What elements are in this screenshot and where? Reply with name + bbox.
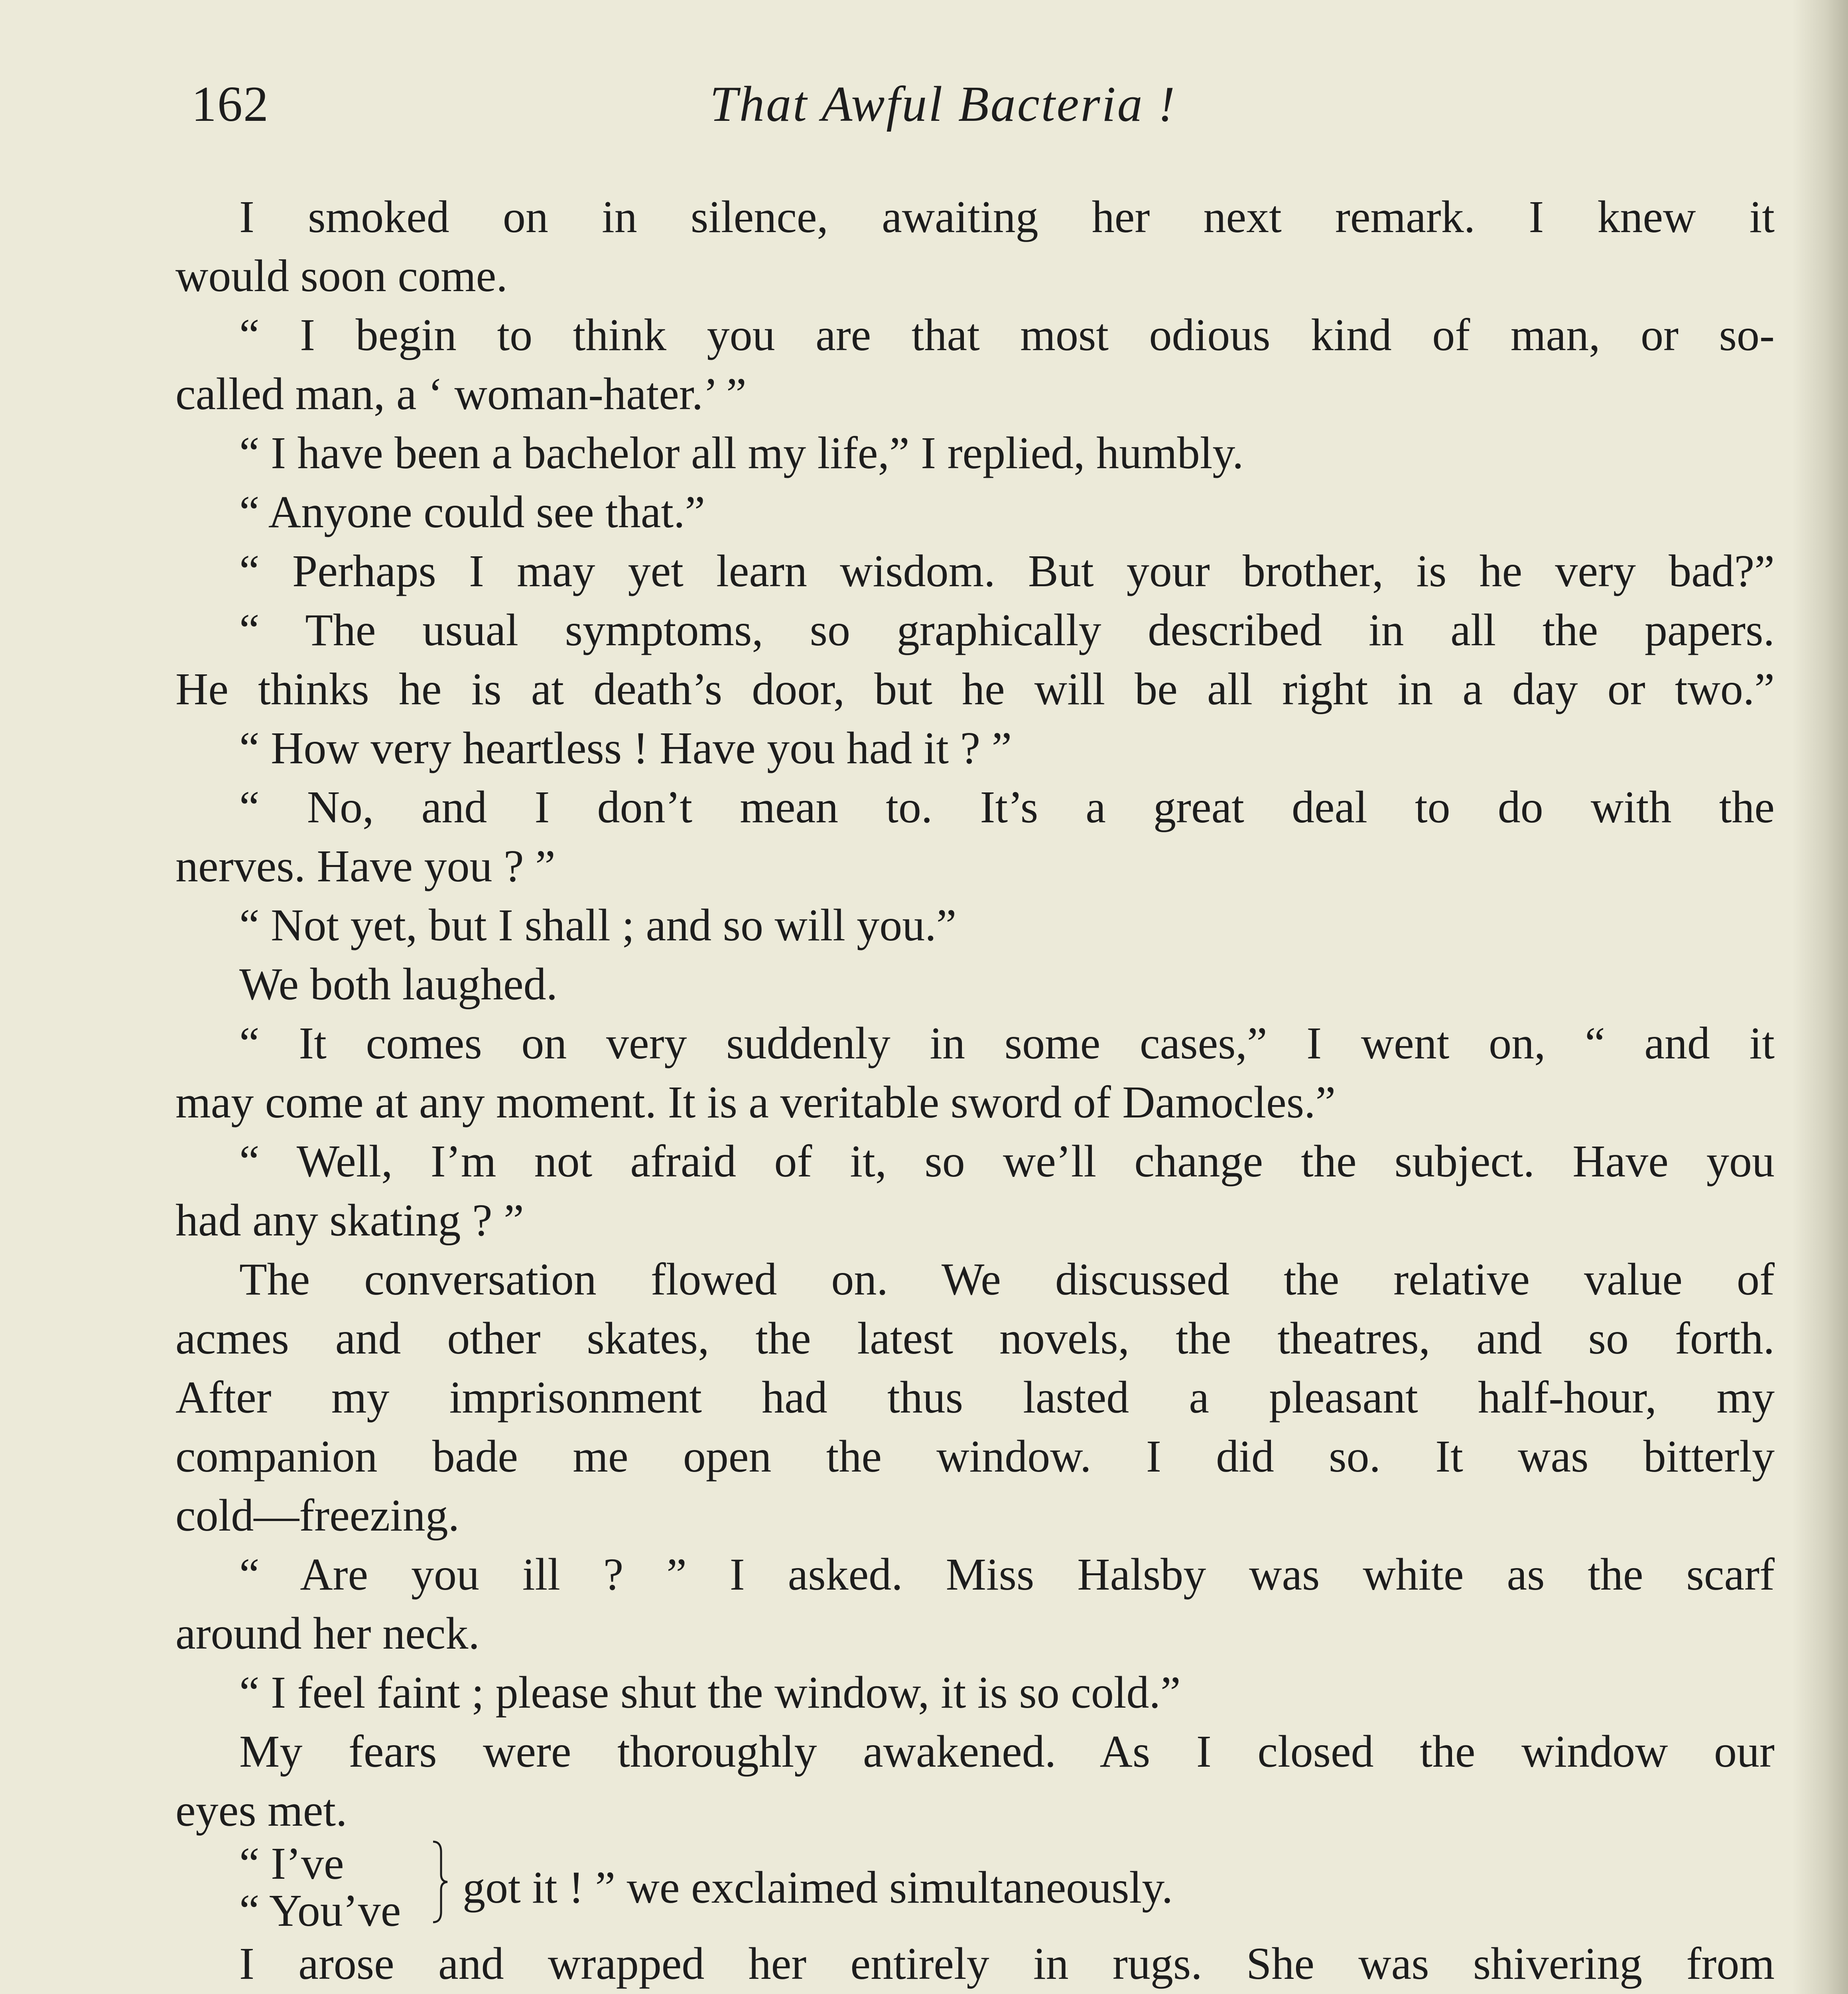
curly-brace-icon bbox=[431, 1840, 449, 1924]
bracket-line-youve: “ You’ve bbox=[239, 1885, 401, 1936]
text-line: I arose and wrapped her entirely in rugs. She was shivering from bbox=[239, 1938, 1775, 1989]
text-line: had any skating ? ” bbox=[175, 1195, 524, 1245]
bracket-rest-text: got it ! ” we exclaimed simultaneously. bbox=[463, 1862, 1173, 1913]
running-title: That Awful Bacteria ! bbox=[709, 77, 1177, 132]
text-line: I smoked on in silence, awaiting her next remark. I knew it bbox=[239, 191, 1775, 242]
text-line: acmes and other skates, the latest novels, the theatres, and so forth. bbox=[175, 1313, 1775, 1363]
text-line: cold—freezing. bbox=[175, 1490, 460, 1541]
text-line: “ How very heartless ! Have you had it ? ” bbox=[239, 723, 1012, 773]
simultaneous-exclamation bbox=[175, 1840, 1775, 1934]
text-line: called man, a ‘ woman-hater.’ ” bbox=[175, 368, 747, 419]
text-line: “ I feel faint ; please shut the window, it is so cold.” bbox=[239, 1667, 1181, 1718]
text-line: nerves. Have you ? ” bbox=[175, 841, 556, 891]
text-line: “ Not yet, but I shall ; and so will you.” bbox=[239, 900, 957, 950]
text-line: may come at any moment. It is a veritable sword of Damocles.” bbox=[175, 1077, 1336, 1127]
text-line: “ The usual symptoms, so graphically described in all the papers. bbox=[239, 605, 1775, 655]
page-number: 162 bbox=[191, 77, 269, 132]
text-line: We both laughed. bbox=[239, 959, 558, 1009]
text-line: My fears were thoroughly awakened. As I closed the window our bbox=[239, 1726, 1775, 1777]
text-line: “ I begin to think you are that most odious kind of man, or so- bbox=[239, 309, 1775, 360]
text-line: would soon come. bbox=[175, 250, 508, 301]
page-edge-shadow bbox=[1792, 0, 1848, 1994]
bracket-line-ive: “ I’ve bbox=[239, 1838, 344, 1889]
text-line: “ Anyone could see that.” bbox=[239, 487, 705, 537]
text-line: “ No, and I don’t mean to. It’s a great deal to do with the bbox=[239, 782, 1775, 832]
text-line: The conversation flowed on. We discussed the relative value of bbox=[239, 1254, 1775, 1304]
body-text bbox=[175, 187, 1775, 1994]
text-line: “ It comes on very suddenly in some cases,” I went on, “ and it bbox=[239, 1018, 1775, 1068]
text-line: “ Well, I’m not afraid of it, so we’ll change the subject. Have you bbox=[239, 1136, 1775, 1186]
page-header bbox=[191, 76, 1695, 148]
text-line: After my imprisonment had thus lasted a pleasant half-hour, my bbox=[175, 1372, 1775, 1423]
text-line: eyes met. bbox=[175, 1785, 347, 1836]
text-line: companion bade me open the window. I did so. It was bitterly bbox=[175, 1431, 1775, 1482]
text-line: He thinks he is at death’s door, but he will be all right in a day or two.” bbox=[175, 664, 1775, 714]
text-line: “ I have been a bachelor all my life,” I replied, humbly. bbox=[239, 428, 1244, 478]
text-line: “ Are you ill ? ” I asked. Miss Halsby was white as the scarf bbox=[239, 1549, 1775, 1600]
text-line: around her neck. bbox=[175, 1608, 480, 1659]
text-line: “ Perhaps I may yet learn wisdom. But your brother, is he very bad?” bbox=[239, 546, 1775, 596]
